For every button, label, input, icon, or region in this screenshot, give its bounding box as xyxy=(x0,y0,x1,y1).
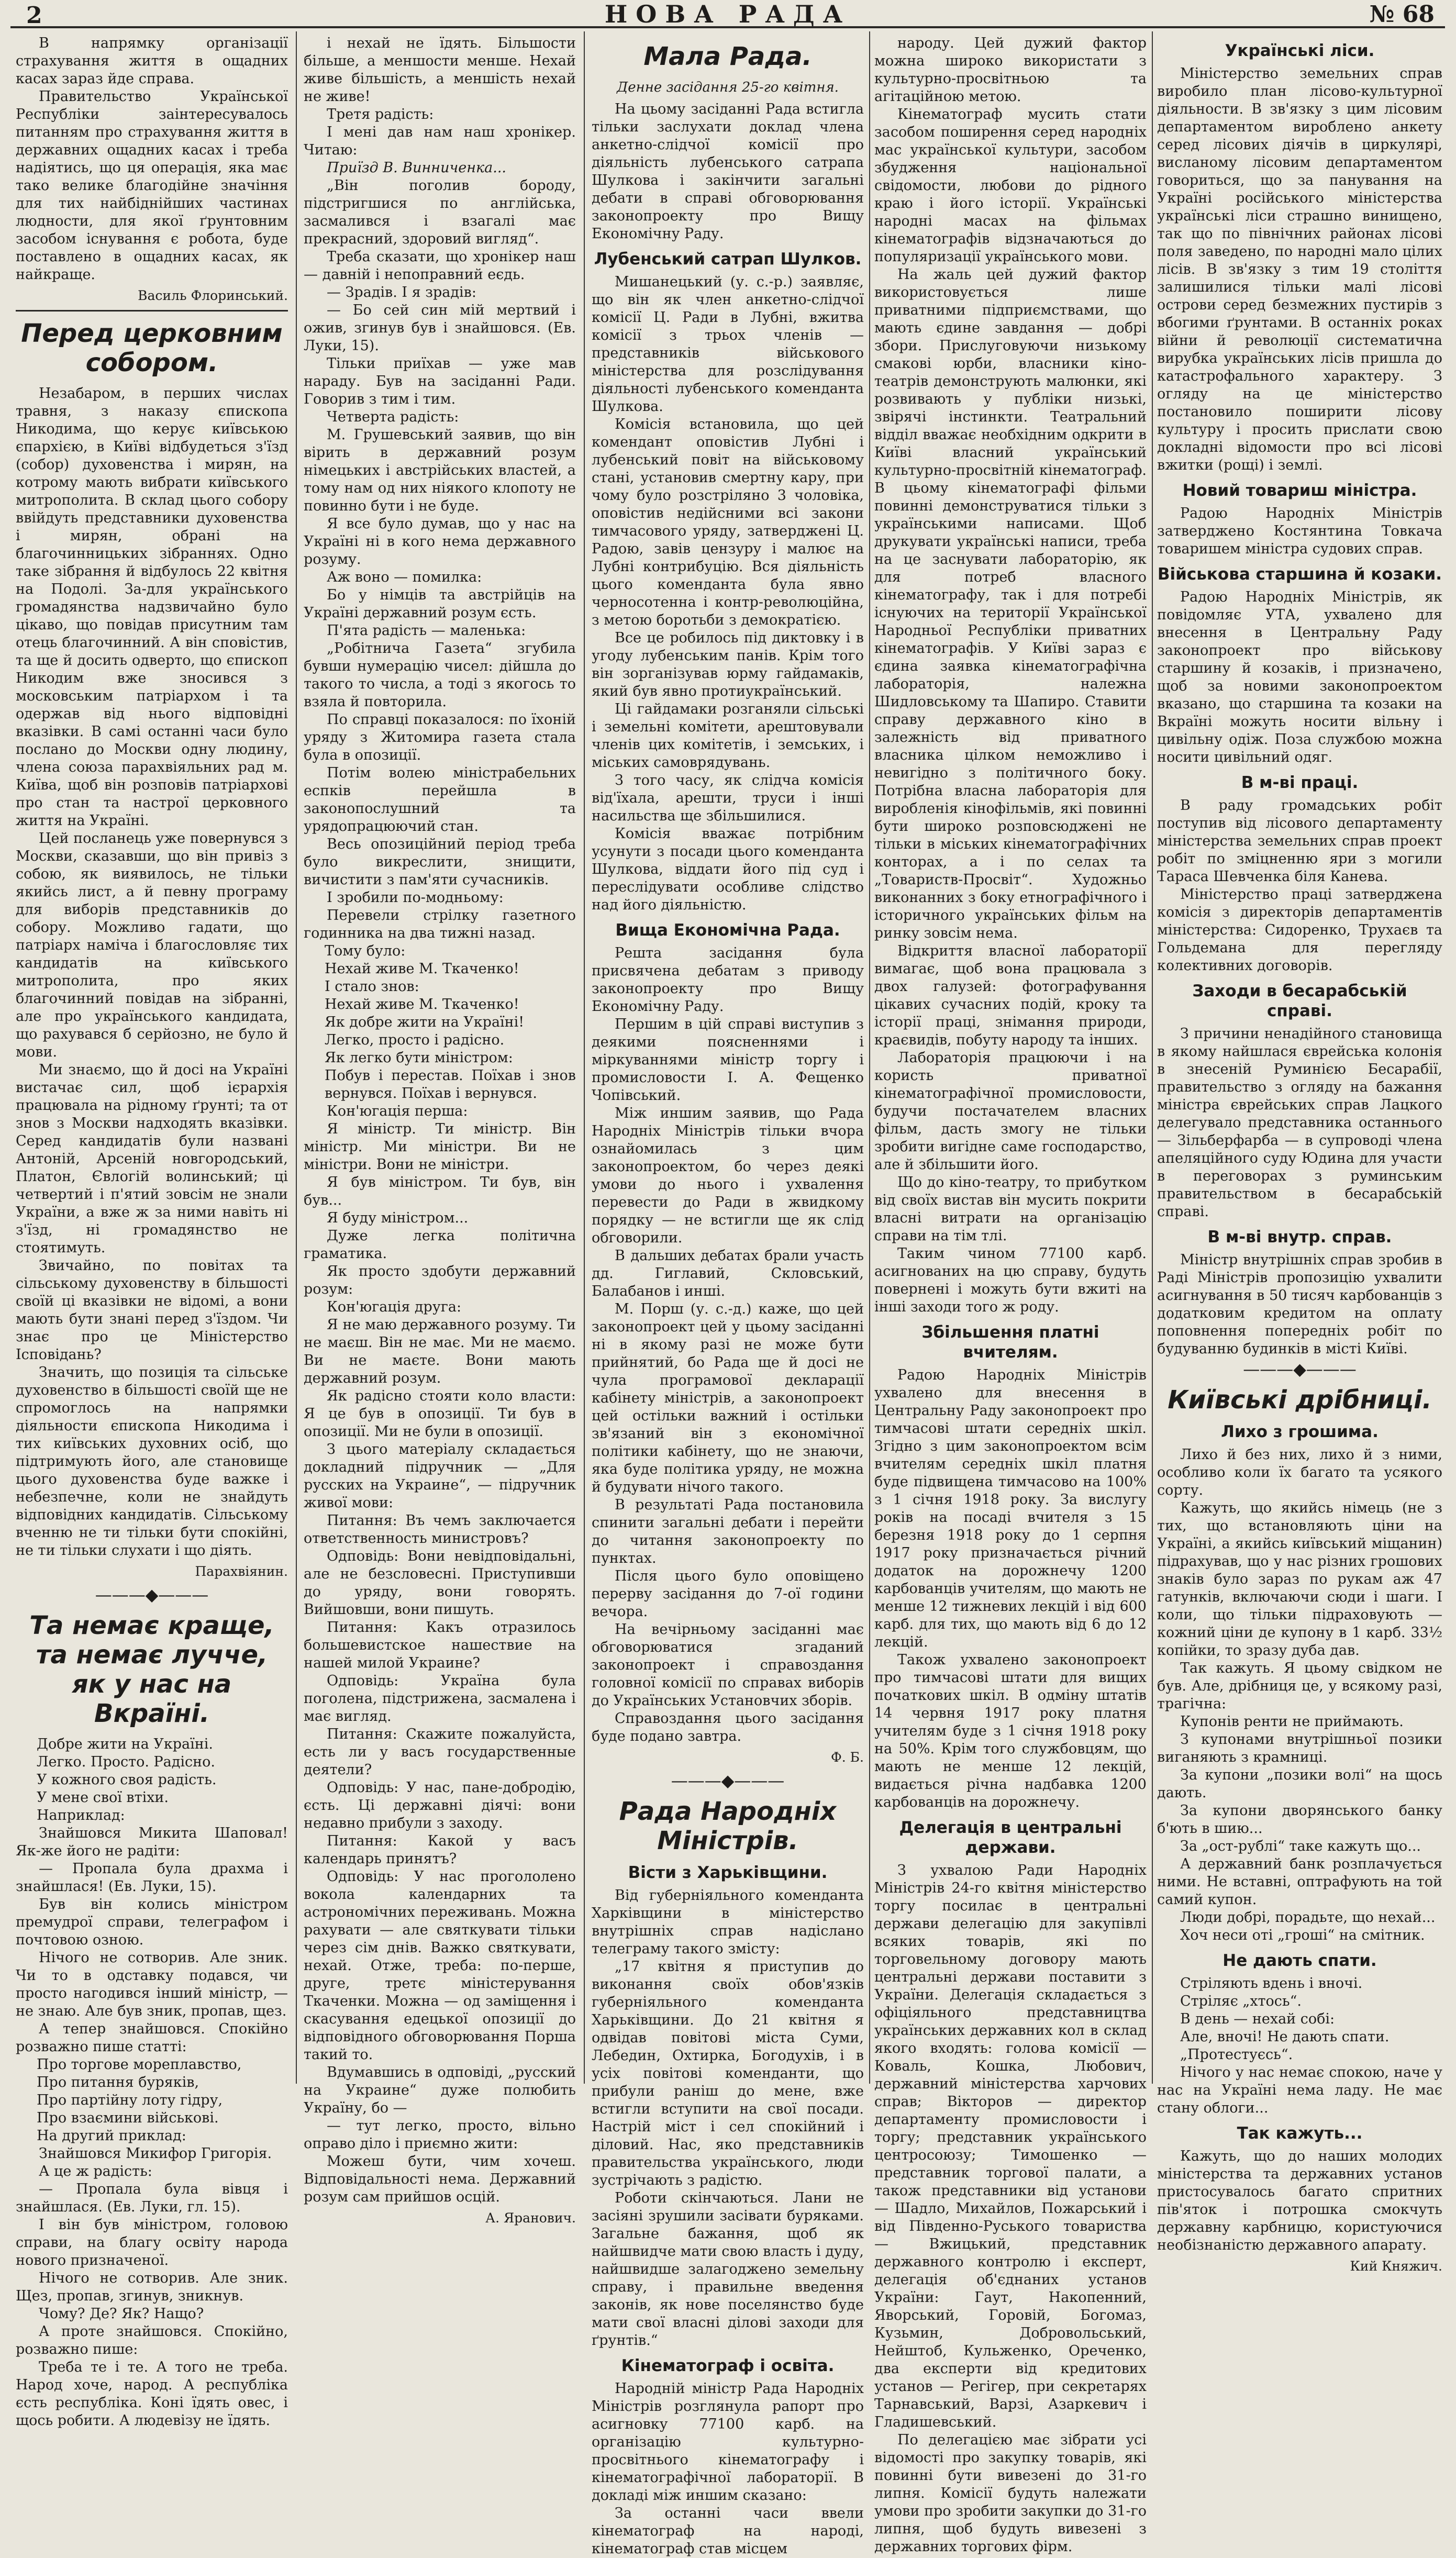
column-rule xyxy=(1152,31,1153,2084)
paragraph: Справоздання цього засідання буде подано завтра. xyxy=(592,1710,864,1744)
ornament-divider: ———◆——— xyxy=(671,1771,785,1790)
paragraph: З причини ненадійного становища в якому найшлася єврейська колонія в знесеній Руминією Бесарабії, правительство з огляду на бажання міністра єврейських справ Лацкого делегувало представника останнього — Зільберфарба — в супроводі члена апеляційного суду Юдина для участи в переговорах з руминським правительством в бесарабській справі. xyxy=(1157,1026,1442,1220)
author-signature: А. Яранович. xyxy=(485,2210,576,2226)
paragraph: Треба сказати, що хронікер наш — давній і непоправний еєдь. xyxy=(304,249,576,283)
paragraph: „17 квітня я приступив до виконання своїх обов'язків губерніяльного коменданта Харьківщини. До 21 квітня я одвідав повітові міста Суми, Лебедин, Охтирка, Богодухів, і в усіх повітові коменданти, що прибули раніш до мене, вже встигли вступити на свої посади. Настрій міст і сел спокійний і діловий. Нас, яко представників правительства українського, люди зустрічають з радістю. xyxy=(592,1959,864,2188)
section-heading: Вісти з Харьківщини. xyxy=(628,1863,828,1882)
paragraph: Як радісно стояти коло власти: Я це був в опозиції. Ти був в опозиції. Ми не були в опозиції. xyxy=(304,1388,576,1440)
paragraph: Незабаром, в перших числах травня, з наказу єпископа Никодима, що керує київською єпархією, в Київі відбудеться з'їзд (собор) духовенства і мирян, на котрому мають вибрати київського митрополита. В склад цього собору ввійдуть представники духовенства і мирян, обрані на благочинницьких зібраннях. Одно таке зібрання й відбулось 22 квітня на Подолі. За-для українського громадянства надзвичайно було цікаво, що повідав присутним там отець благочинний. А він сповістив, та ще й досить одверто, що єпископ Никодим вже зносився з московським патріархом і та одержав від нього відповідні вказівки. В самі останні часи було послано до Москви одну людину, члена союза парахвіяльних рад м. Київа, щоб він розповів патріархові про стан та настрої церковного життя на Україні. xyxy=(16,385,288,829)
paragraph: Також ухвалено законопроект про тимчасові штати для вищих початкових шкіл. В одміну штатів 14 червня 1917 року платня учителям буде з 1 січня 1918 року на 50%. Крім того службовцям, що мають не менше 12 лекцій, видається річна надбавка 1200 карбованців на дорожнечу. xyxy=(874,1652,1147,1810)
paragraph: Був він колись міністром премудрої справи, телеграфом і почтовою озною. xyxy=(16,1896,288,1948)
section-heading: Військова старшина й козаки. xyxy=(1157,565,1442,584)
paragraph: Третя радість: xyxy=(327,106,434,123)
paragraph: Кажуть, що якийсь німець (не з тих, що встановляють ціни на Україні, а якийсь київський міщанин) підрахував, що у нас різних грошових знаків було зараз по рукам аж 47 гатунків, включаючи сюди і шаги. І коли, що тільки підраховують — кожний ціни де купону в 1 карб. 33½ копійки, то зразу дуба дав. xyxy=(1157,1500,1442,1659)
paragraph: В результаті Рада постановила спинити загальні дебати і перейти до читання законопроекту по пунктах. xyxy=(592,1497,864,1566)
verse-line: Як легко бути міністром: xyxy=(325,1050,513,1066)
column-1 xyxy=(16,35,288,2429)
paragraph: Лихо й без них, лихо й з ними, особливо коли їх багато та усякого сорту. xyxy=(1157,1447,1442,1498)
verse-line: У мене свої втіхи. xyxy=(37,1789,169,1806)
paragraph: „Робітнича Газета“ згубила бувши нумерацію чисел: дійшла до такого то числа, а тоді з якогось то взяла й повторила. xyxy=(304,640,576,710)
section-heading: Заходи в бесарабській справі. xyxy=(1192,982,1407,1020)
paragraph: Четверта радість: xyxy=(327,409,459,425)
paragraph: Після цього було оповіщено перерву засідання до 7-ої години вечора. xyxy=(592,1568,864,1620)
paragraph: Радою Народніх Міністрів затверджено Костянтина Товкача товаришем міністра судових справ. xyxy=(1157,505,1442,557)
paragraph: Кінематограф мусить стати засобом поширення серед народніх мас української культури, засобом збудження національної свідомости, любови до рідного краю і його історії. Українські народні масах на фільмах кінематографів відзначаються до популяризації українського мови. xyxy=(874,106,1147,265)
section-heading: В м-ві внутр. справ. xyxy=(1207,1228,1392,1247)
paragraph: Я все було думав, що у нас на Україні ні в кого нема державного розуму. xyxy=(304,516,576,568)
paragraph: Від губерніяльного коменданта Харківщини в міністерство внутрішніх справ надіслано телеграму такого змісту: xyxy=(592,1887,864,1957)
paragraph: Я буду міністром... xyxy=(327,1210,469,1226)
paragraph: Але, вночі! Не дають спати. xyxy=(1180,2029,1390,2045)
section-heading: Делегація в центральні держави. xyxy=(899,1818,1122,1857)
verse-line: Легко. Просто. Радісно. xyxy=(37,1754,215,1770)
paragraph: Решта засідання була присвячена дебатам з приводу законопроекту про Вищу Економічну Раду. xyxy=(592,945,864,1015)
paragraph: З того часу, як слідча комісія від'їхала, арешти, труси і інші насильства ще збільшилися. xyxy=(592,772,864,824)
paragraph: В дальших дебатах брали участь дд. Гиглавий, Скловський, Балабанов і инші. xyxy=(592,1248,864,1299)
paragraph: З ухвалою Ради Народніх Міністрів 24-го квітня міністерство торгу посилає в центральні держави делегацію для закупівлі всяких товарів, які по торговельному договору мають центральні держави поставити з України. Делегація складається з офіціяльного представництва українських державних кол в склад якого входять: голова комісії — Коваль, Кошка, Любович, державний міністерства харчових справ; Вікторов — директор департаменту промисловости і торгу; представник українського центросоюзу; Тимошенко — представник торгової палати, а також представники від установи — Шадло, Михайлов, Пожарський і від Південно-Руського товариства — Вжицький, представник державного контролю і експерт, делегація об'єднаних установ України: Гаут, Накопенний, Яворський, Горовій, Богомаз, Кузьмин, Добровольський, Нейштоб, Кульженко, Ореченко, два експерти від кредитових установ — Регігер, при секретарях Тарнавський, Варзі, Азаркевич і Гладишевський. xyxy=(874,1862,1147,2430)
verse-line: Побув і перестав. Поїхав і знов вернувся. Поїхав і вернувся. xyxy=(325,1067,576,1102)
section-heading: Новий товариш міністра. xyxy=(1182,481,1417,500)
paragraph: Ці гайдамаки розганяли сільські і земельні комітети, арештовували членів цих комітетів, і земських, і міських самоврядувань. xyxy=(592,701,864,771)
paragraph: Нічого у нас немає спокою, наче у нас на Україні нема ладу. Не має стану облоги... xyxy=(1157,2064,1442,2116)
paragraph: Я був міністром. Ти був, він був... xyxy=(304,1174,576,1208)
paragraph: А тепер знайшовся. Спокійно розважно пише статті: xyxy=(16,2021,288,2055)
paragraph: Весь опозиційний період треба було викреслити, знищити, вичистити з пам'яти сучасників. xyxy=(304,836,576,888)
paragraph: Таким чином 77100 карб. асигнованих на цю справу, будуть повернені і можуть бути вжиті на інші заходи того ж роду. xyxy=(874,1245,1147,1315)
paragraph: Дуже легка політична граматика. xyxy=(304,1228,576,1262)
paragraph: Можеш бути, чим хочеш. Відповідальності нема. Державний розум сам прийшов осцій. xyxy=(304,2153,576,2205)
paragraph: Чому? Де? Як? Нащо? xyxy=(39,2306,204,2322)
verse-line: Тому було: xyxy=(325,943,406,959)
ornament-divider: ———◆——— xyxy=(1243,1359,1357,1379)
article-title: Рада Народніх Міністрів. xyxy=(619,1797,837,1855)
verse-line: І стало знов: xyxy=(325,978,419,995)
paragraph: Як просто здобути державний розум: xyxy=(304,1263,576,1297)
paragraph: В раду громадських робіт поступив від лісового департаменту міністерства земельних справ проект робіт по зміцненню яри з могили Тараса Шевченка біля Канева. xyxy=(1157,797,1442,885)
paragraph: М. Порш (у. с.-д.) каже, що цей законопроект цей у цьому засіданні ні в якому разі не може бути прийнятий, бо Рада ще й досі не чула програмової декларації кабінету міністрів, а законопроект цей остільки важний і остільки зв'язаний він з економічної політики кабінету, що не знаючи, яка буде політика уряду, не можна й будувати нічого такого. xyxy=(592,1301,864,1495)
verse-line: Добре жити на Україні. xyxy=(37,1736,213,1752)
paragraph: Стріляє „хтось“. xyxy=(1180,1993,1302,2009)
paragraph: Між иншим заявив, що Рада Народніх Міністрів тільки вчора ознайомилась з цим законопроектом, бо через деякі умови до нього і ухвалення перевести до Ради в жвидкому порядку — не встигли ще як слід обговорили. xyxy=(592,1105,864,1246)
section-heading: Вища Економічна Рада. xyxy=(615,921,840,940)
author-signature: Василь Флоринський. xyxy=(138,288,288,303)
column-2 xyxy=(304,35,576,2226)
paragraph: Так кажуть. Я цьому свідком не був. Але, дрібниця це, у всякому разі, трагічна: xyxy=(1157,1660,1442,1712)
paragraph: Питання: Скажите пожалуйста, есть ли у васъ государственные деятели? xyxy=(304,1726,576,1778)
paragraph: За „ост-рублі“ таке кажуть що... xyxy=(1180,1838,1421,1854)
paragraph: Ми знаємо, що й досі на Україні вистачає сил, щоб ієрархія працювала на рідному ґрунті; та от знов з Москви надходять вказівки. Серед кандидатів були названі Антоній, Арсеній новгородський, Платон, Євлогій волинський; ці четвертий і п'ятий зовсім не знали України, а вже ж за ними навіть ні з'їзд, ні громадянство не стоятимуть. xyxy=(16,1062,288,1256)
newspaper-title: НОВА РАДА xyxy=(604,0,851,28)
paragraph: Першим в цій справі виступив з деякими поясненнями і міркуваннями міністр торгу і промисловости І. А. Фещенко Чопівський. xyxy=(592,1016,864,1104)
paragraph: Комісія встановила, що цей комендант оповістив Лубні і лубенський повіт на військовому стані, установив смертну кару, при чому було розстріляно 3 чоловіка, оповістив недійсними всі закони тимчасового уряду, затверджені Ц. Радою, завів цензуру і малює на Лубні контрибуцію. Вся діяльність цього коменданта була явно черносотенна і контр-революційна, з метою боротьби з демократією. xyxy=(592,416,864,628)
paragraph: Міністр внутрішніх справ зробив в Раді Міністрів пропозицію ухвалити асигнування в 50 тисяч карбованців з додатковим кредитом на оплату поповнення попередніх робіт по будуванню будинків в місті Київі. xyxy=(1157,1252,1442,1357)
paragraph: Питання: Какой у васъ календарь принятъ? xyxy=(304,1833,576,1867)
column-4 xyxy=(874,35,1147,2555)
paragraph: Потім волею міністрабельних еспків перейшла в законопослушний та урядопрацюючий стан. xyxy=(304,765,576,835)
paragraph: На жаль цей дужий фактор використовується лише приватними підприємствами, що мають єдине завдання — добрі збори. Прислуговуючи низькому смакові юрби, власники кіно-театрів демонструють малюнки, які розвивають у публіки низькі, звірячі інстинкти. Театральний відділ вважає необхідним одкрити в Київі власний український культурно-просвітній кінематограф. В цьому кінематографі фільми повинні демонструватися тільки з українськими написами. Щоб друкувати українські написи, треба на це заснувати лабораторію, як для потреб власного кінематографу, так і для потребі існуючих на території Української Народньої Республіки приватних кінематографів. У Київі зараз є єдина заявка кінематографічна лабораторія, належна Шидловському та Шапиро. Ставити справу державного кіно в залежність від приватного власника цілком неможливо і невигідно з політичного боку. Потрібна власна лабораторія для виробленія кінофільмів, які повинні бути широко розповсюджені не тільки в міських кінематографічних конторах, а і по селах та „Товариств-Просвіт“. Художньо виконанних з боку етнографічного і історичного українських фільм на ринку зовсім нема. xyxy=(874,266,1147,941)
paragraph: Я не маю державного розуму. Ти не маєш. Він не має. Ми не маємо. Ви не маєте. Вони мають державний розум. xyxy=(304,1317,576,1386)
paragraph: — тут легко, просто, вільно оправо діло і приємно жити: xyxy=(304,2118,576,2152)
paragraph: Питання: Въ чемъ заключается ответственность министровъ? xyxy=(304,1512,576,1547)
paragraph: — Бо сей син мій мертвий і ожив, згинув був і знайшовся. (Ев. Луки, 15). xyxy=(304,302,576,354)
section-heading: Лихо з грошима. xyxy=(1221,1422,1379,1441)
paragraph: Відкриття власної лабораторії вимагає, щоб вона працювала з двох галузей: фотографування цікавих сучасних подій, кроку та історії праці, знімання природи, краєвидів, побуту народу та інших. xyxy=(874,943,1147,1048)
verse-line: У кожного своя радість. xyxy=(37,1772,217,1788)
paragraph: А проте знайшовся. Спокійно, розважно пише: xyxy=(16,2323,288,2357)
column-rule xyxy=(296,31,297,2084)
column-rule xyxy=(869,31,870,2084)
paragraph: Радою Народніх Міністрів ухвалено для внесення в Центральну Раду законопроект про тимчасові штати середніх шкіл. Згідно з цим законопроектом всім вчителям середніх шкіл платня буде підвищена тимчасово на 100% з 1 січня 1918 року. За вислугу років на посаді вчителя з 15 березня 1918 року до 1 серпня 1917 року призначається річний додаток на дорожнечу 1200 карбованців учителям, що мають не менше 12 тижневих лекцій і від 600 карб. для тих, що мають від 6 до 12 лекцій. xyxy=(874,1367,1147,1650)
paragraph: „Він поголив бороду, підстригшися по англійська, засмалився і взагалі має прекрасний, здоровий вигляд“. xyxy=(304,177,576,247)
paragraph: Люди добрі, порадьте, що нехай... xyxy=(1180,1909,1436,1926)
paragraph: По делегацією має зібрати усі відомості про закупку товарів, які повинні бути вивезені до 31-го липня. Комісії будуть належати умови про зробити закупки до 31-го липня, щоб будуть вивезені з державних торгових фірм. xyxy=(874,2432,1147,2555)
paragraph: Нічого не сотворив. Але зник. Щез, пропав, згинув, зникнув. xyxy=(16,2270,288,2304)
paragraph: Купонів ренти не приймають. xyxy=(1180,1714,1404,1730)
paragraph: Звичайно, по повітах та сільському духовенству в більшості своїй ці вказівки не відомі, а вони мають бути знані перед з'їздом. Чи знає про це Міністерство Ісповідань? xyxy=(16,1258,288,1363)
paragraph: Що до кіно-театру, то прибутком від своїх вистав він мусить покрити власні витрати на організацію справи на тім тлі. xyxy=(874,1174,1147,1244)
paragraph: Вдумавшись в одповіді, „русский на Украине“ дуже полюбить Україну, бо — xyxy=(304,2064,576,2116)
paragraph: Роботи скінчаються. Лани не засіяні зрушили засівати буряками. Загальне бажання, щоб як найшвидче мати свою власть і дуду, найшвидше залагоджено земельну справу, і правильне введення законів, як нове поселянство буде мати свої власні ділові заходи для ґрунтів.“ xyxy=(592,2190,864,2349)
section-heading: Не дають спати. xyxy=(1222,1951,1377,1970)
author-signature: Ф. Б. xyxy=(831,1750,864,1765)
paragraph: Правительство Української Республіки заінтересувалось питанням про страхування життя в державних ощадних касах і треба надіятись, що ця операція, яка має тако велике благодійне значіння для тих найбіднійших частинах людности, для якої ґрунтовним засобом існування є робота, буде поставлено в ощадних касах, як найкраще. xyxy=(16,88,288,283)
paragraph: Радою Народніх Міністрів, як повідомляє УТА, ухвалено для внесення в Центральну Раду законопроект про військову старшину й козаків, і призначено, щоб за новими законопроектом вказано, що старшина та козаки на Вкраїні можуть носити вільну і цивільну одіж. Поза службою можна носити цивільний одяг. xyxy=(1157,589,1442,765)
page-header xyxy=(10,0,1445,28)
author-signature: Парахвіянин. xyxy=(195,1564,288,1579)
paragraph: Аж воно — помилка: xyxy=(327,569,482,585)
paragraph: Значить, що позиція та сільське духовенство в більшості своїй ще не спромоглось на напрямки діяльности єпископа Никодима і тих київських духовних осіб, що підтримують його, але становище цього духовенства буде важке і небезпечне, коли не знайдуть відповідних кандидатів. Сільському вченню не ти тільки бути спокійні, не ти тільки слухати і що діять. xyxy=(16,1364,288,1559)
verse-line: Нехай живе М. Ткаченко! xyxy=(325,996,519,1013)
ornament-divider: ———◆——— xyxy=(95,1585,209,1605)
paragraph: За купони „позики волі“ на щось дають. xyxy=(1157,1767,1442,1801)
paragraph: Я міністр. Ти міністр. Він міністр. Ми міністри. Ви не міністри. Вони не міністри. xyxy=(304,1121,576,1173)
paragraph: Комісія вважає потрібним усунути з посади цього коменданта Шулкова, віддати його під суд і переслідувати особливе слідство над його діяльністю. xyxy=(592,826,864,913)
paragraph: Перевели стрілку газетного годинника на два тижні назад. xyxy=(304,907,576,941)
paragraph: Мишанецький (у. с.-р.) заявляє, що він як член анкетно-слідчої комісії Ц. Ради в Лубні, вжитва комісії з трьох членів — представників військового міністерства для розслідування діяльності лубенського коменданта Шулкова. xyxy=(592,274,864,415)
paragraph: На вечірньому засіданні має обговорюватися згаданий законопроект і справоздання головної комісії по справах виборів до Українських Установчих зборів. xyxy=(592,1621,864,1709)
paragraph: По справці показалося: по їхоній уряду з Житомира газета стала була в опозиції. xyxy=(304,711,576,763)
paragraph: М. Грушевський заявив, що він вірить в державний розум німецьких і австрійських властей, а тому нам од них ніякого клопоту не повинно бути і не буде. xyxy=(304,427,576,514)
paragraph: Стріляють вдень і вночі. xyxy=(1180,1975,1363,1992)
paragraph: Міністерство праці затверджена комісія з директорів департаментів міністерства: Сидоренко, Трухаєв та Гольдемана для перегляду колективних договорів. xyxy=(1157,886,1442,974)
section-heading: Так кажуть... xyxy=(1237,2124,1363,2143)
paragraph: З купонами внутрішньої позики виганяють з крамниці. xyxy=(1157,1731,1442,1765)
article-title: Та немає краще, та немає лучче, як у нас на Вкраїні. xyxy=(29,1611,274,1728)
paragraph: Одповідь: У нас, пане-добродію, єсть. Ці державні діячі: вони недавно прибули з заходу. xyxy=(304,1780,576,1831)
paragraph: — Пропала була вівця і знайшлася. (Ев. Луки, гл. 15). xyxy=(16,2181,288,2215)
article-title: Мала Рада. xyxy=(643,42,812,71)
paragraph: Цей посланець уже повернувся з Москви, сказавши, що він привіз з собою, як виявилось, не тільки якийсь лист, а й певну програму для виборів представників до собору. Можливо гадати, що патріарх наміча і благословляє тих кандидатів на київського митрополита, про яких благочинний повідав на зібранні, але про українського кандидата, що рахувався б серйозно, не було й мови. xyxy=(16,830,288,1060)
section-heading: Кінематограф і освіта. xyxy=(621,2356,835,2375)
paragraph: За купони дворянського банку б'ють в шию... xyxy=(1157,1803,1442,1837)
paragraph: Все це робилось під диктовку і в угоду лубенським панів. Крім того він зорганізував юрму гайдамаків, який був явно протиукраїнський. xyxy=(592,630,864,699)
paragraph: „Протестуєсь“. xyxy=(1180,2047,1293,2063)
paragraph: Лабораторія працюючи і на користь приватної кінематографічної промисловости, будучи постачателем власних фільм, дасть змогу не тільки зробити вигідне саме господарство, але й збільшити його. xyxy=(874,1050,1147,1173)
section-heading: В м-ві праці. xyxy=(1241,773,1359,792)
verse-line: Про питання буряків, xyxy=(37,2074,199,2090)
verse-line: Наприклад: xyxy=(37,1807,125,1823)
divider xyxy=(16,310,288,312)
verse-line: Про партійну лоту гідру, xyxy=(37,2092,223,2108)
paragraph: Бо у німців та австрійців на Україні державний розум єсть. xyxy=(304,587,576,621)
article-title: Перед церковним собором. xyxy=(21,319,283,377)
paragraph: Міністерство земельних справ виробило план лісово-культурної діяльности. В зв'язку з цим лісовим департаментом вироблено анкету серед лісових діячів в циркулярі, висланому лісовим департаментом говориться, що за панування на Україні російського міністерства українські ліси страшно винищено, так що по північних районах лісові поля заведено, по народні мало цілих лісів. В зв'язку з тим 19 століття залишилися тільки малі лісові острови серед безмежних пустирів з вбогими ґрунтами. В останніх роках війни й революції систематична вирубка українських лісів пришла до катастрофального характеру. З огляду на це міністерство постановило поширити лісову культуру і просить прислати свою докладні відомости про всі лісові вжитки (рощі) і землі. xyxy=(1157,65,1442,473)
issue-number: № 68 xyxy=(1369,1,1435,28)
section-heading: Збільшення платні вчителям. xyxy=(921,1323,1099,1362)
paragraph: Одповідь: Вони невідповідальні, але не безсловесні. Приступивши до уряду, вони говорять. Вийшовши, вони пишуть. xyxy=(304,1548,576,1618)
paragraph: Тільки приїхав — уже мав нараду. Був на засіданні Ради. Говорив з тим і тим. xyxy=(304,355,576,407)
verse-line: Нехай живе М. Ткаченко! xyxy=(325,961,519,977)
paragraph: І зробили по-модньому: xyxy=(327,889,504,906)
paragraph: З цього матеріалу складається докладний підручник — „Для русских на Украине“, — підручник живої мови: xyxy=(304,1441,576,1511)
paragraph: Знайшовся Микита Шаповал! Як-же його не радіти: xyxy=(16,1825,288,1859)
paragraph: І мені дав нам наш хронікер. Читаю: xyxy=(304,124,576,158)
paragraph: Одповідь: У нас прогололено вокола календарних та астрономічних переживань. Можна рахувати — але святкувати тільки через сім днів. Важко святкувати, нехай. Отже, треба: по-перше, друге, третє міністерування Ткаченки. Можна — од заміщення і скасування едецької опозиції до відповідного обговорювання Порша такий то. xyxy=(304,1869,576,2063)
paragraph: В напрямку організації страхування життя в ощадних касах зараз йде справа. xyxy=(16,35,288,87)
verse-line: Про взаємини військові. xyxy=(37,2110,219,2126)
paragraph: Народній міністр Рада Народніх Міністрів розглянула рапорт про асигновку 77100 карб. на організацію культурно-просвітнього кінематографу і кінематографічної лабораторії. В докладі між иншим сказано: xyxy=(592,2381,864,2504)
article-subtitle: Денне засідання 25-го квітня. xyxy=(617,80,839,95)
paragraph: В день — нехай собі: xyxy=(1180,2011,1335,2027)
paragraph: Нічого не сотворив. Але зник. Чи то в одставку подався, чи просто нагодився інший міністр, — не знаю. Але був зник, пропав, щез. xyxy=(16,1950,288,2019)
paragraph: Хоч неси оті „гроші“ на смітник. xyxy=(1180,1927,1425,1943)
paragraph: Одповідь: Україна була поголена, підстрижена, засмалена і має вигляд. xyxy=(304,1673,576,1725)
verse-line: Як добре жити на Україні! xyxy=(325,1014,525,1030)
column-rule xyxy=(584,31,585,2084)
column-5 xyxy=(1157,35,1442,2274)
verse-line: Легко, просто і радісно. xyxy=(325,1032,505,1048)
verse-line: Про торгове мореплавство, xyxy=(37,2056,242,2073)
paragraph: П'ята радість — маленька: xyxy=(327,622,526,639)
section-heading: Лубенський сатрап Шулков. xyxy=(594,250,862,269)
paragraph: народу. Цей дужий фактор можна широко використати з культурно-просвітньою та агітаційною метою. xyxy=(874,35,1147,105)
page-number: 2 xyxy=(26,2,42,29)
paragraph: І він був міністром, головою справи, на благу освіту народа нового призначеної. xyxy=(16,2217,288,2268)
paragraph: Треба те і те. А того не треба. Народ хоче, народ. А республіка єсть республіка. Коні їдять овес, і щось робити. А людевізу не їдять. xyxy=(16,2359,288,2429)
section-heading: Українські ліси. xyxy=(1225,41,1375,60)
author-signature: Кий Княжич. xyxy=(1350,2259,1442,2274)
paragraph: А державний банк розплачується ними. Не вставні, оптрафують на той самий купон. xyxy=(1157,1856,1442,1908)
paragraph: і нехай не їдять. Більшости більше, а меншости менше. Нехай живе більшість, а меншість нехай не живе! xyxy=(304,35,576,105)
paragraph: На цьому засіданні Рада встигла тільки заслухати доклад члена анкетно-слідчої комісії про діяльність лубенського сатрапа Шулкова і закінчити загальні дебати в справі обговорювання законопроекту про Вищу Економічну Раду. xyxy=(592,101,864,242)
paragraph: Знайшовся Микифор Григорія. xyxy=(39,2145,272,2162)
paragraph: Питання: Какъ отразилось большевистское нашествие на нашей милой Украине? xyxy=(304,1619,576,1671)
paragraph: Кажуть, що до наших молодих міністерства та державних установ пристосувалось багато спритних пів'яток і потрошка смокчуть державну карбницю, користуючися необізнаністю державного апарату. xyxy=(1157,2148,1442,2253)
verse-line: На другий приклад: xyxy=(37,2128,186,2144)
paragraph: — Зрадів. І я зрадів: xyxy=(327,284,476,301)
paragraph: Кон'югація друга: xyxy=(327,1299,462,1315)
article-title: Київські дрібниці. xyxy=(1168,1385,1432,1415)
paragraph: — Пропала була драхма і знайшлася! (Ев. Луки, 15). xyxy=(16,1861,288,1895)
paragraph: За останні часи ввели кінематограф на народі, кінематограф став місцем xyxy=(592,2505,864,2557)
column-3 xyxy=(592,35,864,2557)
paragraph: Кон'югація перша: xyxy=(327,1103,468,1119)
paragraph: Приїзд В. Винниченка... xyxy=(327,160,506,176)
paragraph: А це ж радість: xyxy=(39,2163,152,2179)
